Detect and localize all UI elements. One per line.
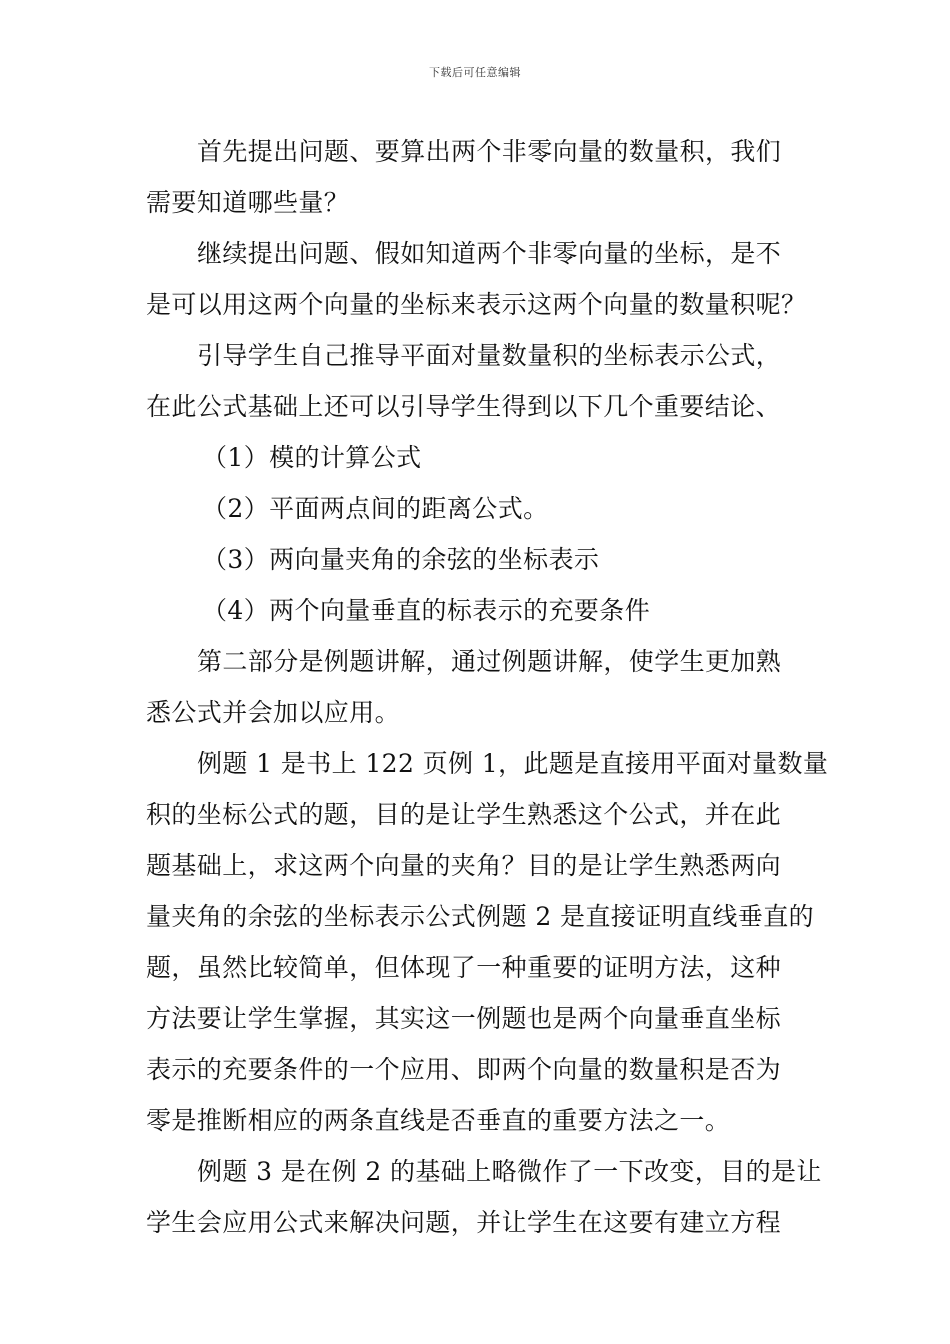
document-body xyxy=(146,126,829,1248)
conclusion-item: （4）两个向量垂直的标表示的充要条件 xyxy=(202,596,651,625)
paragraph-line: 例题 1 是书上 122 页例 1，此题是直接用平面对量数量 xyxy=(197,749,829,778)
paragraph-line: 表示的充要条件的一个应用、即两个向量的数量积是否为 xyxy=(146,1055,782,1084)
paragraph-line: 题基础上，求这两个向量的夹角？目的是让学生熟悉两向 xyxy=(146,851,782,880)
conclusion-item: （1）模的计算公式 xyxy=(202,443,422,472)
paragraph-line: 量夹角的余弦的坐标表示公式例题 2 是直接证明直线垂直的 xyxy=(146,902,815,931)
paragraph-line: 需要知道哪些量？ xyxy=(146,188,350,217)
paragraph-line: 例题 3 是在例 2 的基础上略微作了一下改变，目的是让 xyxy=(197,1157,822,1186)
paragraph-line: 第二部分是例题讲解，通过例题讲解，使学生更加熟 xyxy=(197,647,782,676)
paragraph-line: 在此公式基础上还可以引导学生得到以下几个重要结论、 xyxy=(146,392,782,421)
paragraph-line: 首先提出问题、要算出两个非零向量的数量积，我们 xyxy=(197,137,782,166)
paragraph-line: 学生会应用公式来解决问题，并让学生在这要有建立方程 xyxy=(146,1208,782,1237)
page-header-note: 下载后可任意编辑 xyxy=(429,66,521,79)
paragraph-line: 方法要让学生掌握，其实这一例题也是两个向量垂直坐标 xyxy=(146,1004,782,1033)
paragraph-line: 零是推断相应的两条直线是否垂直的重要方法之一。 xyxy=(146,1106,731,1135)
paragraph-line: 引导学生自己推导平面对量数量积的坐标表示公式， xyxy=(197,341,782,370)
paragraph-line: 积的坐标公式的题，目的是让学生熟悉这个公式，并在此 xyxy=(146,800,782,829)
paragraph-line: 继续提出问题、假如知道两个非零向量的坐标，是不 xyxy=(197,239,782,268)
paragraph-line: 是可以用这两个向量的坐标来表示这两个向量的数量积呢？ xyxy=(146,290,807,319)
paragraph-line: 悉公式并会加以应用。 xyxy=(146,698,401,727)
conclusion-item: （2）平面两点间的距离公式。 xyxy=(202,494,549,523)
paragraph-line: 题，虽然比较简单，但体现了一种重要的证明方法，这种 xyxy=(146,953,782,982)
conclusion-item: （3）两向量夹角的余弦的坐标表示 xyxy=(202,545,600,574)
